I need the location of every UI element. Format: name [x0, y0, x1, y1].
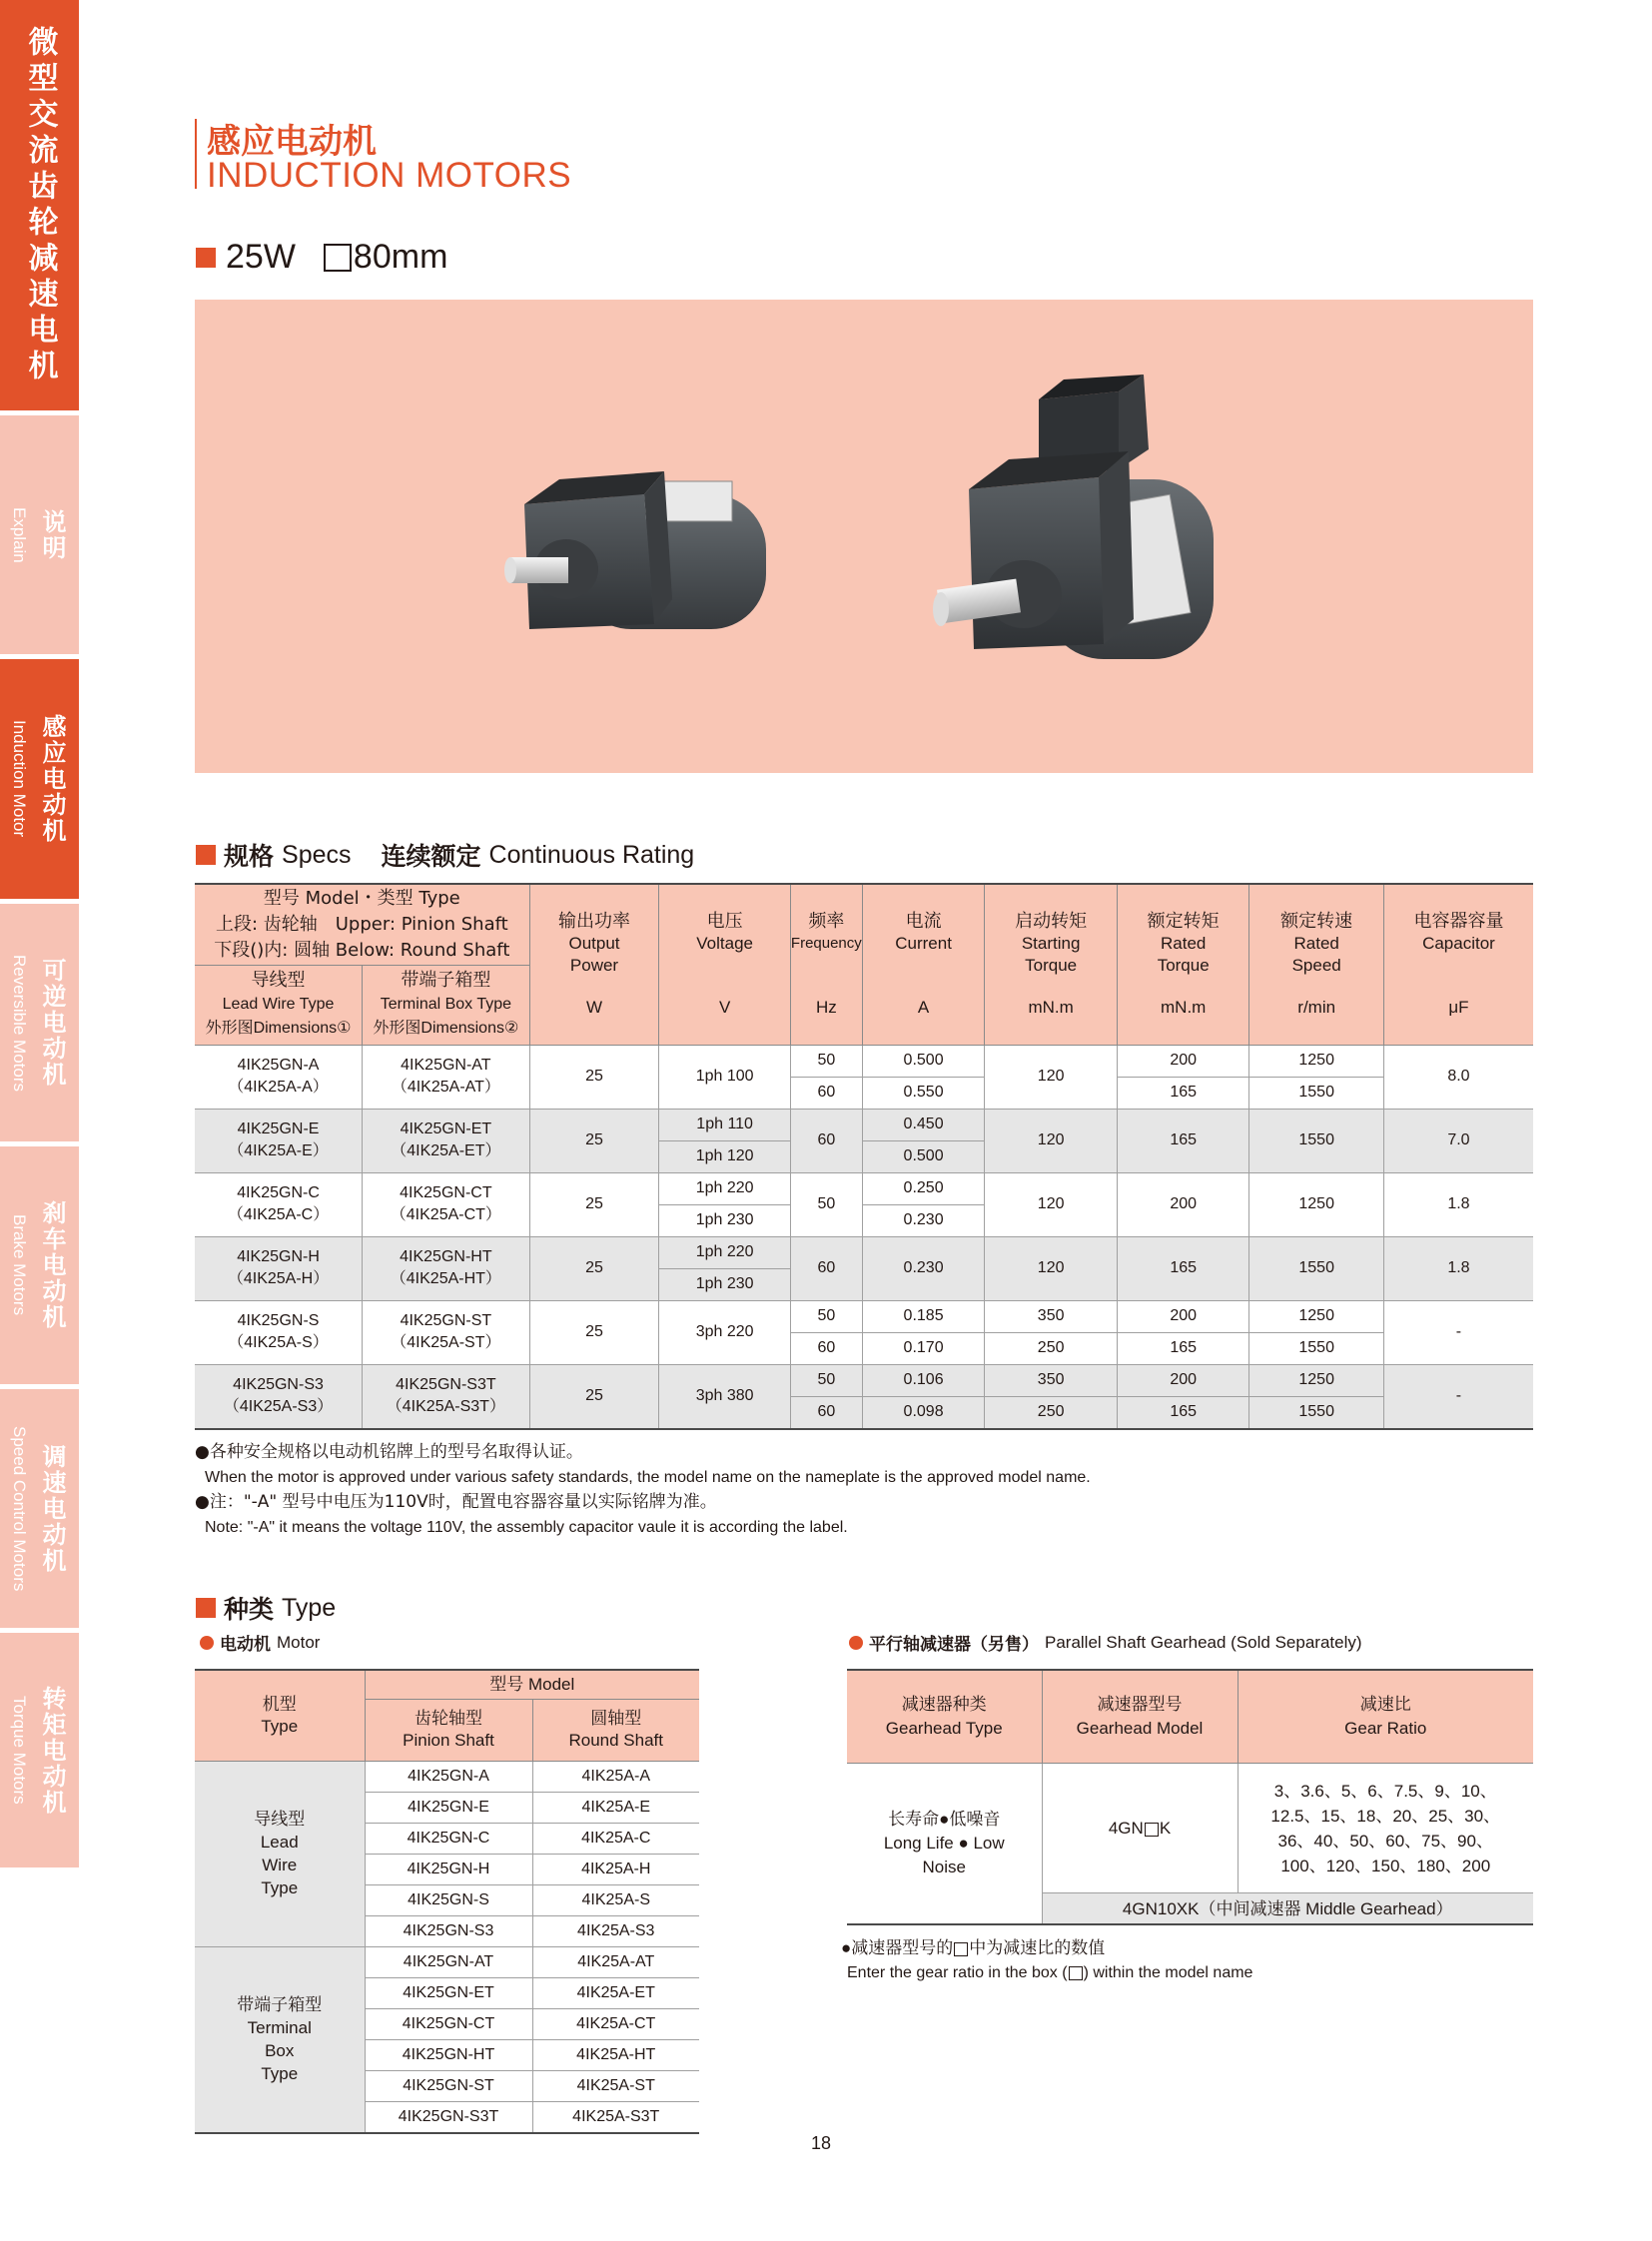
- lead-wire-model-cell: [195, 1300, 363, 1364]
- pinion-shaft-model: 4IK25GN-HT: [365, 2039, 532, 2070]
- frequency-cell: 60: [790, 1332, 862, 1364]
- output-header-zh: 输出功率: [558, 910, 630, 932]
- terminal-box-dim: 外形图Dimensions②: [373, 1020, 519, 1037]
- gear-note-zh-pre: ●减速器型号的: [841, 1938, 954, 1957]
- model-header-line3: 下段()内: 圆轴 Below: Round Shaft: [214, 939, 510, 961]
- lead-wire-dim: 外形图Dimensions①: [205, 1020, 352, 1037]
- terminal-box-model-cell: [363, 1300, 530, 1364]
- rated-torque-cell: 165: [1117, 1109, 1249, 1172]
- lead-wire-model-cell-pinion: 4IK25GN-A: [237, 1057, 320, 1074]
- lead-wire-motor: [504, 471, 766, 629]
- frequency-header-en: Frequency: [790, 934, 862, 952]
- pinion-shaft-header: [365, 1699, 532, 1761]
- gearhead-type-en: Long Life ● Low: [883, 1834, 1005, 1853]
- lead-wire-model-cell: [195, 1364, 363, 1429]
- specs-row: [195, 1364, 1533, 1396]
- terminal-box-header: [363, 965, 530, 1045]
- voltage-cell: 1ph 100: [659, 1045, 791, 1109]
- capacitor-cell: -: [1383, 1300, 1533, 1364]
- voltage-cell: 1ph 230: [659, 1204, 791, 1236]
- motor-subtitle-zh: 电动机: [220, 1635, 271, 1655]
- capacitor-cell: 1.8: [1383, 1172, 1533, 1236]
- specs-section-title: [196, 837, 694, 873]
- starting-torque-header-zh: 启动转矩: [1015, 910, 1088, 932]
- terminal-box-model-cell-pinion: 4IK25GN-S3T: [396, 1376, 496, 1393]
- terminal-box-model-cell: [363, 1172, 530, 1236]
- motor-type-header-zh: 机型: [262, 1694, 297, 1714]
- sidebar-tab-en: Torque Motors: [10, 1696, 29, 1805]
- specs-notes: [195, 1440, 1091, 1540]
- voltage-cell: 1ph 110: [659, 1109, 791, 1140]
- sidebar-tab-label: 刹车电动机: [38, 1200, 66, 1330]
- pinion-shaft-model: 4IK25GN-H: [365, 1854, 532, 1884]
- round-shaft-model: 4IK25A-CT: [532, 2008, 699, 2039]
- rating-title-en: Continuous Rating: [488, 840, 695, 869]
- round-shaft-model: 4IK25A-ET: [532, 1977, 699, 2008]
- gear-ratio-line: 36、40、50、60、75、90、: [1277, 1831, 1493, 1851]
- lead-wire-model-cell: [195, 1172, 363, 1236]
- frequency-cell: 60: [790, 1077, 862, 1109]
- terminal-box-group-label: Terminal: [247, 2018, 312, 2037]
- lead-wire-model-cell: [195, 1045, 363, 1109]
- frequency-header-zh: 频率: [808, 910, 845, 932]
- power-title: [196, 238, 447, 277]
- frame-size: 80mm: [353, 238, 448, 276]
- rated-speed-cell: 1550: [1249, 1077, 1383, 1109]
- sidebar-tab-en: Reversible Motors: [10, 954, 29, 1092]
- rated-speed-cell: 1550: [1249, 1109, 1383, 1172]
- gear-ratio-line: 100、120、150、180、200: [1280, 1856, 1491, 1875]
- rated-torque-header: [1117, 884, 1249, 1045]
- gearhead-type-zh: 长寿命●低噪音: [888, 1810, 1001, 1829]
- gearhead-model-prefix: 4GN: [1108, 1819, 1144, 1838]
- terminal-box-motor: [933, 374, 1214, 659]
- voltage-cell: 3ph 380: [659, 1364, 791, 1429]
- gear-note-en: [847, 1960, 1252, 1985]
- section-square-icon: [196, 1598, 216, 1618]
- gear-ratio-cell: [1238, 1764, 1533, 1893]
- rated-torque-cell: 200: [1117, 1364, 1249, 1396]
- output-cell: 25: [529, 1236, 659, 1300]
- gear-note-en-post: ) within the model name: [1083, 1964, 1253, 1981]
- pinion-shaft-model: 4IK25GN-ST: [365, 2070, 532, 2101]
- rated-speed-header: [1249, 884, 1383, 1045]
- frequency-cell: 50: [790, 1045, 862, 1077]
- specs-title-en: Specs: [282, 840, 352, 869]
- gear-note-zh-post: 中为减速比的数值: [969, 1938, 1106, 1957]
- rated-speed-header-en: Rated: [1293, 933, 1339, 953]
- output-header-en: Output Power: [568, 933, 620, 975]
- current-cell: 0.500: [862, 1045, 985, 1077]
- rated-speed-cell: 1250: [1249, 1045, 1383, 1077]
- sidebar-tab-brake[interactable]: [0, 1146, 79, 1384]
- starting-torque-cell: 120: [985, 1172, 1118, 1236]
- starting-torque-cell: 120: [985, 1109, 1118, 1172]
- gear-subtitle-en: Parallel Shaft Gearhead (Sold Separately): [1045, 1632, 1362, 1652]
- terminal-box-model-cell-pinion: 4IK25GN-CT: [400, 1184, 492, 1201]
- lead-wire-model-cell-round: （4IK25A-S）: [228, 1334, 329, 1351]
- rated-speed-cell: 1550: [1249, 1396, 1383, 1429]
- current-cell: 0.170: [862, 1332, 985, 1364]
- voltage-unit: V: [718, 997, 731, 1017]
- rated-torque-cell: 200: [1117, 1300, 1249, 1332]
- specs-row: [195, 1236, 1533, 1268]
- round-shaft-model: 4IK25A-E: [532, 1792, 699, 1823]
- pinion-shaft-model: 4IK25GN-S: [365, 1884, 532, 1915]
- rated-torque-unit: mN.m: [1161, 997, 1207, 1017]
- starting-torque-cell: 350: [985, 1364, 1118, 1396]
- pinion-shaft-model: 4IK25GN-E: [365, 1792, 532, 1823]
- lead-wire-group: [195, 1761, 365, 1946]
- terminal-box-group-label: Type: [261, 2064, 299, 2083]
- terminal-box-model-cell: [363, 1045, 530, 1109]
- motor-type-table-body: [195, 1761, 699, 2133]
- motor-type-row: [195, 1761, 699, 1792]
- gear-subtitle-zh: 平行轴减速器（另售）: [869, 1635, 1039, 1655]
- terminal-box-model-cell: [363, 1109, 530, 1172]
- rated-torque-cell: 165: [1117, 1236, 1249, 1300]
- capacitor-unit: μF: [1448, 997, 1469, 1017]
- pinion-shaft-model: 4IK25GN-C: [365, 1823, 532, 1854]
- current-cell: 0.098: [862, 1396, 985, 1429]
- round-shaft-model: 4IK25A-C: [532, 1823, 699, 1854]
- lead-wire-model-cell: [195, 1109, 363, 1172]
- type-title-en: Type: [282, 1593, 337, 1622]
- pinion-shaft-model: 4IK25GN-S3: [365, 1915, 532, 1946]
- power-value: 25W: [226, 238, 296, 276]
- starting-torque-header-en2: Torque: [1025, 955, 1078, 975]
- pinion-shaft-header-zh: 齿轮轴型: [414, 1709, 482, 1728]
- section-square-icon: [196, 248, 216, 268]
- rated-torque-cell: 200: [1117, 1045, 1249, 1077]
- voltage-cell: 3ph 220: [659, 1300, 791, 1364]
- rated-torque-cell: 165: [1117, 1077, 1249, 1109]
- rated-speed-cell: 1250: [1249, 1172, 1383, 1236]
- product-photo: [195, 300, 1533, 773]
- note-1-en: When the motor is approved under various safety standards, the model name on the nameplate is the approved model name.: [205, 1469, 1091, 1486]
- model-header-line1: 型号 Model・类型 Type: [263, 887, 460, 909]
- sidebar-tab-label: 可逆电动机: [38, 958, 66, 1088]
- gear-ratio-header-en: Gear Ratio: [1344, 1719, 1427, 1738]
- rated-speed-header-en2: Speed: [1291, 955, 1341, 975]
- square-frame-icon: [324, 244, 352, 272]
- bullet-dot-icon: [849, 1636, 863, 1650]
- current-cell: 0.250: [862, 1172, 985, 1204]
- terminal-box-model-cell-round: （4IK25A-HT）: [390, 1270, 501, 1287]
- starting-torque-unit: mN.m: [1028, 997, 1074, 1017]
- current-cell: 0.450: [862, 1109, 985, 1140]
- sidebar-tab-label: 说明: [38, 508, 66, 561]
- rated-speed-unit: r/min: [1297, 997, 1336, 1017]
- rated-torque-header-zh: 额定转矩: [1147, 910, 1220, 932]
- rated-torque-cell: 165: [1117, 1332, 1249, 1364]
- frequency-cell: 50: [790, 1172, 862, 1236]
- ratio-box-icon: [954, 1942, 968, 1956]
- pinion-shaft-header-en: Pinion Shaft: [403, 1731, 494, 1750]
- terminal-box-model-cell-pinion: 4IK25GN-ET: [400, 1120, 492, 1137]
- specs-row: [195, 1172, 1533, 1204]
- round-shaft-model: 4IK25A-ST: [532, 2070, 699, 2101]
- note-2-zh: ●注："-A" 型号中电压为110V时，配置电容器容量以实际铭牌为准。: [195, 1492, 717, 1512]
- frequency-cell: 60: [790, 1109, 862, 1172]
- pinion-shaft-model: 4IK25GN-CT: [365, 2008, 532, 2039]
- round-shaft-model: 4IK25A-AT: [532, 1946, 699, 1977]
- current-header: [862, 884, 985, 1045]
- sidebar-tab-label: 调速电动机: [38, 1443, 66, 1574]
- round-shaft-header: [532, 1699, 699, 1761]
- lead-wire-model-cell-round: （4IK25A-H）: [227, 1270, 330, 1287]
- round-shaft-model: 4IK25A-S3: [532, 1915, 699, 1946]
- voltage-cell: 1ph 220: [659, 1236, 791, 1268]
- sidebar-tab-label: 感应电动机: [38, 714, 66, 844]
- lead-wire-model-cell-round: （4IK25A-A）: [228, 1079, 329, 1096]
- gearhead-type-header: [847, 1670, 1042, 1764]
- capacitor-header-zh: 电容器容量: [1413, 910, 1504, 932]
- page-title-en: INDUCTION MOTORS: [207, 156, 572, 195]
- capacitor-cell: 7.0: [1383, 1109, 1533, 1172]
- motor-type-row: [195, 1946, 699, 1977]
- starting-torque-cell: 350: [985, 1300, 1118, 1332]
- model-header: [195, 884, 529, 965]
- gear-note-en-pre: Enter the gear ratio in the box (: [847, 1964, 1068, 1981]
- sidebar-tab-speed[interactable]: [0, 1389, 79, 1628]
- lead-wire-model-cell-round: （4IK25A-S3）: [223, 1398, 334, 1415]
- voltage-header-zh: 电压: [706, 910, 743, 932]
- ratio-box-icon: [1069, 1966, 1083, 1980]
- sidebar-tab-en: Explain: [10, 506, 29, 563]
- frequency-cell: 50: [790, 1300, 862, 1332]
- gearhead-model-cell: [1042, 1764, 1238, 1893]
- gearhead-type-en2: Noise: [922, 1858, 966, 1876]
- rated-speed-cell: 1250: [1249, 1364, 1383, 1396]
- current-cell: 0.230: [862, 1204, 985, 1236]
- gear-subtitle: [849, 1630, 1362, 1655]
- terminal-box-model-cell-round: （4IK25A-ET）: [391, 1142, 501, 1159]
- motor-subtitle: [200, 1630, 320, 1655]
- header-accent-bar: [195, 119, 197, 189]
- output-cell: 25: [529, 1172, 659, 1236]
- output-header: [529, 884, 659, 1045]
- gear-ratio-header: [1238, 1670, 1533, 1764]
- round-shaft-model: 4IK25A-H: [532, 1854, 699, 1884]
- lead-wire-model-cell-pinion: 4IK25GN-S3: [233, 1376, 324, 1393]
- type-title-zh: 种类: [224, 1595, 275, 1624]
- lead-wire-model-cell-pinion: 4IK25GN-E: [237, 1120, 320, 1137]
- pinion-shaft-model: 4IK25GN-AT: [365, 1946, 532, 1977]
- starting-torque-cell: 120: [985, 1045, 1118, 1109]
- current-cell: 0.500: [862, 1140, 985, 1172]
- page-number: 18: [811, 2133, 832, 2153]
- sidebar: [0, 0, 79, 1868]
- current-cell: 0.185: [862, 1300, 985, 1332]
- specs-table-body: [195, 1045, 1533, 1429]
- round-shaft-model: 4IK25A-A: [532, 1761, 699, 1792]
- output-cell: 25: [529, 1045, 659, 1109]
- pinion-shaft-model: 4IK25GN-S3T: [365, 2101, 532, 2133]
- frequency-cell: 60: [790, 1396, 862, 1429]
- round-shaft-model: 4IK25A-S: [532, 1884, 699, 1915]
- current-cell: 0.550: [862, 1077, 985, 1109]
- rating-title-zh: 连续额定: [381, 842, 481, 871]
- gearhead-model-header: [1042, 1670, 1238, 1764]
- specs-table: [195, 883, 1533, 1430]
- section-square-icon: [196, 845, 216, 865]
- terminal-box-group-label: 带端子箱型: [237, 1995, 323, 2014]
- current-header-zh: 电流: [905, 910, 942, 932]
- output-cell: 25: [529, 1300, 659, 1364]
- lead-wire-model-cell: [195, 1236, 363, 1300]
- current-unit: A: [917, 997, 930, 1017]
- gear-ratio-line: 12.5、15、18、20、25、30、: [1270, 1806, 1501, 1826]
- sidebar-tab-torque[interactable]: [0, 1633, 79, 1868]
- terminal-box-group-label: Box: [265, 2041, 295, 2060]
- frequency-cell: 60: [790, 1236, 862, 1300]
- capacitor-cell: -: [1383, 1364, 1533, 1429]
- sidebar-tab-en: Speed Control Motors: [10, 1425, 29, 1592]
- starting-torque-cell: 250: [985, 1396, 1118, 1429]
- capacitor-cell: 1.8: [1383, 1236, 1533, 1300]
- motor-illustration: [195, 300, 1533, 773]
- terminal-box-model-cell-pinion: 4IK25GN-AT: [401, 1057, 491, 1074]
- voltage-header-en: Voltage: [696, 933, 753, 953]
- capacitor-header-en: Capacitor: [1422, 933, 1495, 953]
- rated-speed-cell: 1250: [1249, 1300, 1383, 1332]
- lead-wire-header-en: Lead Wire Type: [222, 996, 335, 1013]
- lead-wire-group-label: Wire: [262, 1856, 298, 1874]
- sidebar-tab-main[interactable]: [0, 0, 79, 410]
- output-cell: 25: [529, 1364, 659, 1429]
- model-header-line2: 上段: 齿轮轴 Upper: Pinion Shaft: [215, 913, 508, 935]
- terminal-box-model-cell: [363, 1236, 530, 1300]
- starting-torque-header-en: Starting: [1021, 933, 1081, 953]
- gear-note-zh: [841, 1935, 1252, 1960]
- frequency-cell: 50: [790, 1364, 862, 1396]
- type-section-title: [196, 1590, 336, 1626]
- sidebar-tab-label: 转矩电动机: [38, 1685, 66, 1816]
- starting-torque-header: [985, 884, 1118, 1045]
- lead-wire-model-cell-round: （4IK25A-C）: [227, 1206, 330, 1223]
- sidebar-tab-explain[interactable]: [0, 415, 79, 654]
- terminal-box-model-cell-round: （4IK25A-AT）: [391, 1079, 500, 1096]
- gearhead-model-header-zh: 减速器型号: [1097, 1695, 1183, 1714]
- lead-wire-model-cell-round: （4IK25A-E）: [228, 1142, 329, 1159]
- gearhead-type-header-zh: 减速器种类: [901, 1695, 987, 1714]
- frequency-header: [790, 884, 862, 1045]
- voltage-header: [659, 884, 791, 1045]
- voltage-cell: 1ph 220: [659, 1172, 791, 1204]
- sidebar-tab-en: Induction Motor: [10, 720, 29, 838]
- round-shaft-header-zh: 圆轴型: [590, 1709, 642, 1728]
- output-cell: 25: [529, 1109, 659, 1172]
- frequency-unit: Hz: [815, 997, 837, 1017]
- terminal-box-model-cell-round: （4IK25A-ST）: [391, 1334, 501, 1351]
- sidebar-tab-reversible[interactable]: [0, 904, 79, 1141]
- gearhead-model-suffix: K: [1159, 1819, 1172, 1838]
- gear-ratio-line: 3、3.6、5、6、7.5、9、10、: [1273, 1781, 1497, 1801]
- lead-wire-header: [195, 965, 363, 1045]
- lead-wire-header-zh: 导线型: [251, 970, 306, 991]
- specs-row: [195, 1300, 1533, 1332]
- terminal-box-header-zh: 带端子箱型: [401, 970, 491, 991]
- motor-subtitle-en: Motor: [277, 1632, 321, 1652]
- terminal-box-model-cell: [363, 1364, 530, 1429]
- capacitor-header: [1383, 884, 1533, 1045]
- motor-model-header: 型号 Model: [365, 1670, 699, 1699]
- rated-torque-cell: 165: [1117, 1396, 1249, 1429]
- lead-wire-group-label: Type: [261, 1878, 299, 1897]
- specs-title-zh: 规格: [224, 842, 275, 871]
- rated-torque-header-en2: Torque: [1157, 955, 1210, 975]
- voltage-cell: 1ph 120: [659, 1140, 791, 1172]
- capacitor-cell: 8.0: [1383, 1045, 1533, 1109]
- bullet-dot-icon: [200, 1636, 214, 1650]
- current-cell: 0.106: [862, 1364, 985, 1396]
- rated-speed-header-zh: 额定转速: [1280, 910, 1353, 932]
- sidebar-tab-induction[interactable]: [0, 659, 79, 899]
- gearhead-model-header-en: Gearhead Model: [1076, 1719, 1204, 1738]
- ratio-box-icon: [1145, 1823, 1159, 1837]
- starting-torque-cell: 250: [985, 1332, 1118, 1364]
- round-shaft-model: 4IK25A-S3T: [532, 2101, 699, 2133]
- motor-type-table: [195, 1669, 699, 2134]
- motor-type-header-en: Type: [261, 1716, 299, 1736]
- gearhead-type-header-en: Gearhead Type: [885, 1719, 1003, 1738]
- voltage-cell: 1ph 230: [659, 1268, 791, 1300]
- terminal-box-model-cell-round: （4IK25A-S3T）: [386, 1398, 505, 1415]
- starting-torque-cell: 120: [985, 1236, 1118, 1300]
- current-cell: 0.230: [862, 1236, 985, 1300]
- specs-row: [195, 1109, 1533, 1140]
- terminal-box-header-en: Terminal Box Type: [380, 996, 512, 1013]
- page-title-zh: 感应电动机: [207, 122, 377, 162]
- pinion-shaft-model: 4IK25GN-A: [365, 1761, 532, 1792]
- lead-wire-model-cell-pinion: 4IK25GN-H: [237, 1248, 320, 1265]
- output-unit: W: [585, 997, 603, 1017]
- note-2-en: Note: "-A" it means the voltage 110V, the assembly capacitor vaule it is according the label.: [205, 1519, 848, 1536]
- rated-speed-cell: 1550: [1249, 1332, 1383, 1364]
- motor-type-header: [195, 1670, 365, 1761]
- terminal-box-group: [195, 1946, 365, 2133]
- note-1-zh: ●各种安全规格以电动机铭牌上的型号名取得认证。: [195, 1442, 583, 1462]
- lead-wire-model-cell-pinion: 4IK25GN-C: [237, 1184, 320, 1201]
- sidebar-tab-label: 微型交流齿轮减速电机: [22, 25, 58, 385]
- gear-note: [841, 1935, 1253, 1985]
- rated-torque-header-en: Rated: [1160, 933, 1207, 953]
- round-shaft-model: 4IK25A-HT: [532, 2039, 699, 2070]
- terminal-box-model-cell-round: （4IK25A-CT）: [390, 1206, 501, 1223]
- terminal-box-model-cell-pinion: 4IK25GN-ST: [400, 1312, 492, 1329]
- current-header-en: Current: [895, 933, 952, 953]
- sidebar-tab-en: Brake Motors: [10, 1214, 29, 1316]
- specs-row: [195, 1045, 1533, 1077]
- gearhead-type-cell: [847, 1764, 1042, 1925]
- gear-ratio-header-zh: 减速比: [1359, 1695, 1411, 1714]
- round-shaft-header-en: Round Shaft: [568, 1731, 663, 1750]
- lead-wire-group-label: 导线型: [254, 1810, 306, 1829]
- terminal-box-model-cell-pinion: 4IK25GN-HT: [400, 1248, 492, 1265]
- lead-wire-group-label: Lead: [260, 1833, 299, 1852]
- gearhead-table: [847, 1669, 1533, 1925]
- rated-speed-cell: 1550: [1249, 1236, 1383, 1300]
- lead-wire-model-cell-pinion: 4IK25GN-S: [237, 1312, 320, 1329]
- rated-torque-cell: 200: [1117, 1172, 1249, 1236]
- pinion-shaft-model: 4IK25GN-ET: [365, 1977, 532, 2008]
- middle-gearhead-cell: 4GN10XK（中间减速器 Middle Gearhead）: [1042, 1893, 1533, 1925]
